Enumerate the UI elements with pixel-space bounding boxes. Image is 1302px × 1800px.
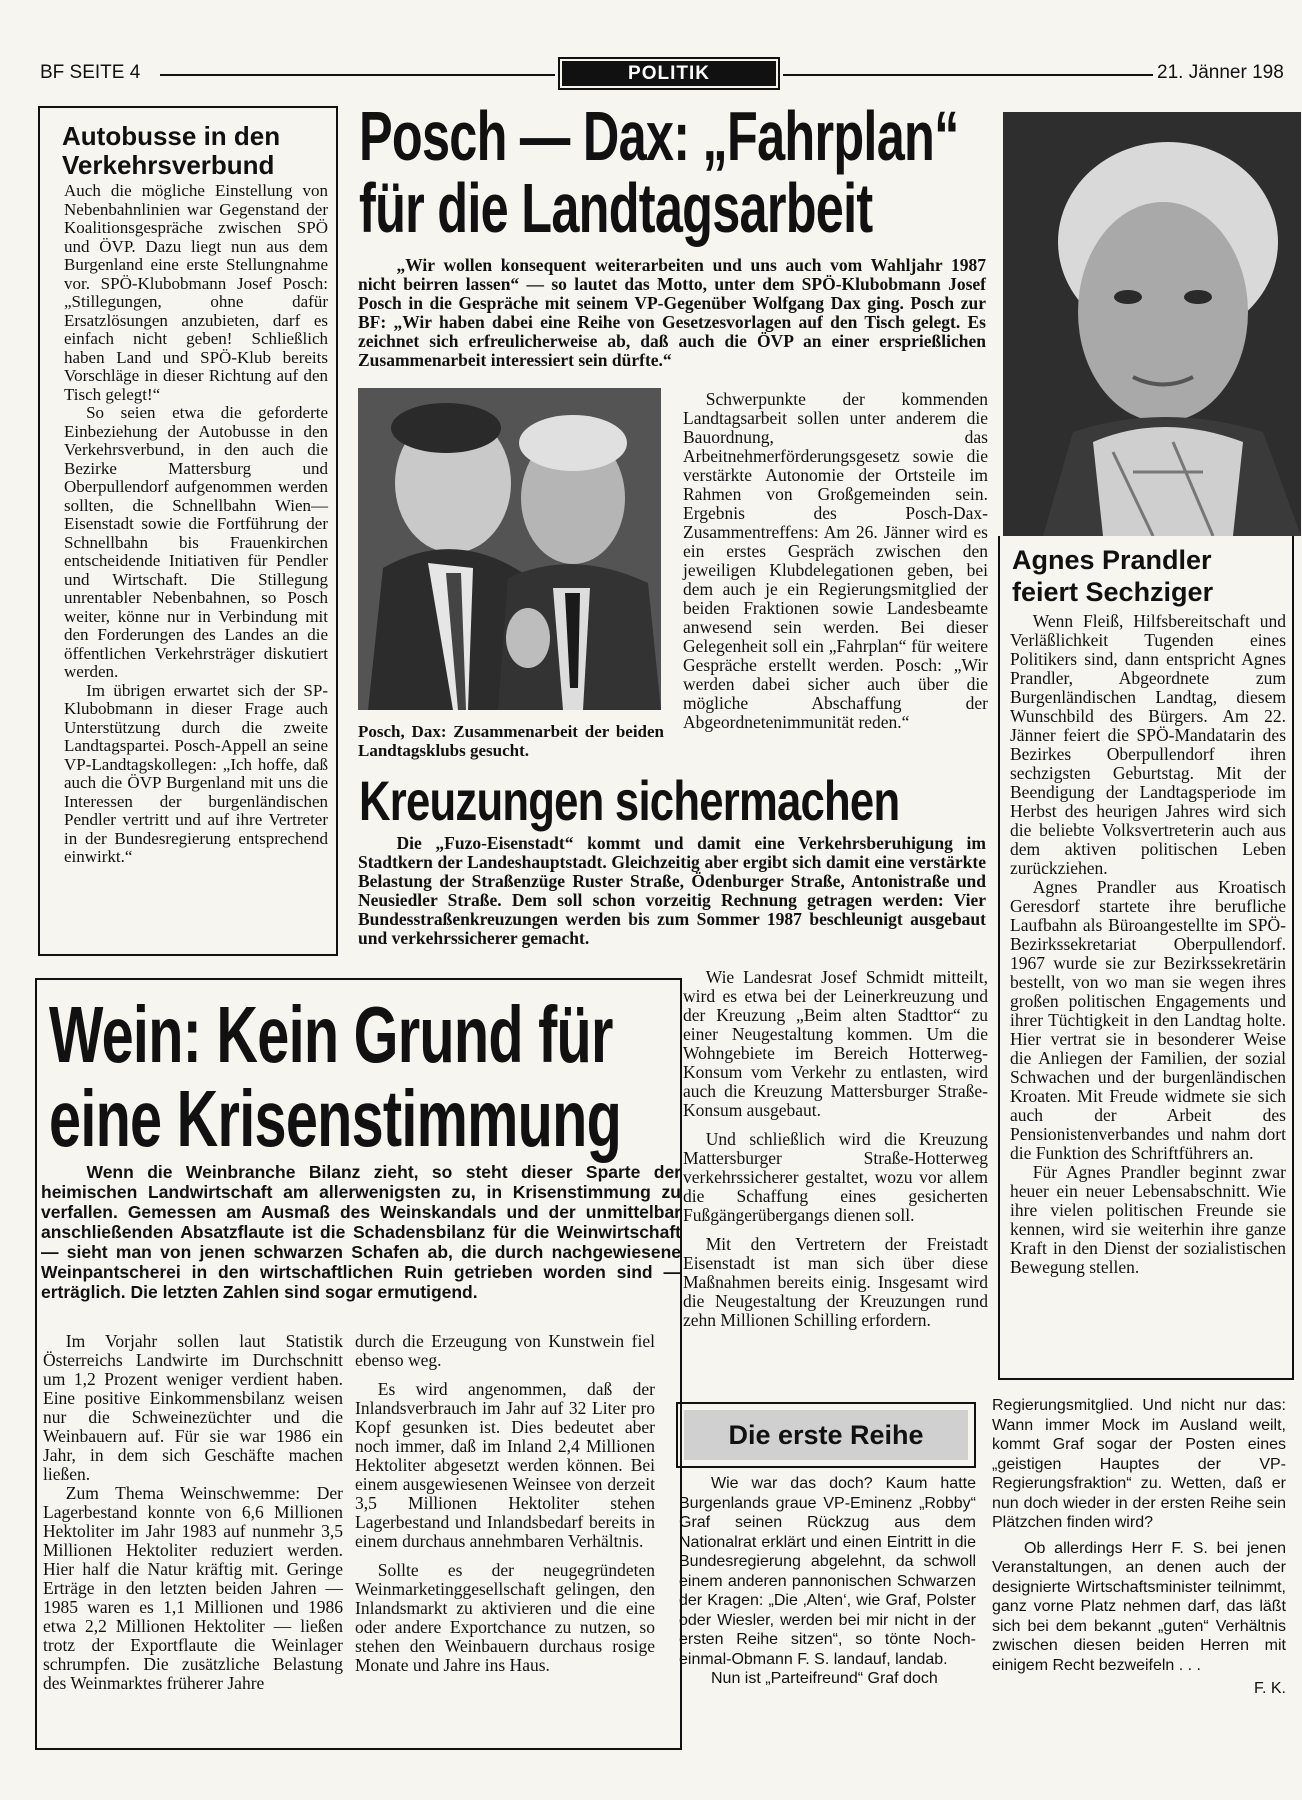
paragraph: Zum Thema Weinschwemme: Der Lagerbestand konnte von 6,6 Millionen Hektoliter im Jahr 1983 auf nunmehr 3,5 Millionen Hektoliter reduziert werden. Hier half die Natur kräftig mit. Geringe Erträge in den letzten beiden Jahren — 1985 waren es 1,1 Millionen und 1986 etwa 2,2 Millionen Hektoliter — ließen trotz der Exportflaute die Weinlager schrumpfen. Die zusätzliche Belastung des Weinmarktes früherer Jahre xyxy=(43,1483,343,1693)
paragraph: Für Agnes Prandler beginnt zwar heuer ein neuer Lebensabschnitt. Wie ihre vielen politischen Freunde sie kennen, wird sie weiterhin ihre ganze Kraft in den Dienst der sozialistischen Bewegung stellen. xyxy=(1010,1162,1286,1277)
article-agnes-prandler xyxy=(998,536,1294,1380)
paragraph: Sollte es der neugegründeten Weinmarketinggesellschaft gelingen, den Inlandsmarkt zu aktivieren und die eine oder andere Exportchance zu nutzen, so stehen den Weinbauern durchaus rosige Monate und Jahre ins Haus. xyxy=(355,1560,655,1675)
headline-line-1: Posch — Dax: „Fahrplan“ xyxy=(359,97,959,175)
page-number: BF SEITE 4 xyxy=(40,62,141,83)
signature: F. K. xyxy=(1253,1680,1286,1697)
paragraph: Schwerpunkte der kommenden Landtagsarbeit sollen unter anderem die Bauordnung, das Arbeitnehmerförderungsgesetz sowie die verstärkte Autonomie der Ortsteile im Rahmen von Großgemeinden sein. Ergebnis des Posch-Dax-Zusammentreffens: Am 26. Jänner wird es ein erstes Gespräch zwischen den jeweiligen Klubdelegationen geben, bei dem auch je ein Regierungsmitglied der beiden Fraktionen sowie Landesbeamte anwesend sein werden. Bei dieser Gelegenheit soll ein „Fahrplan“ für weitere Gespräche erstellt werden. Posch: „Wir werden dabei sicher auch über die mögliche Abschaffung der Abgeordnetenimmunität reden.“ xyxy=(683,389,988,732)
paragraph: Im übrigen erwartet sich der SP-Klubobmann in dieser Frage auch Unterstützung durch die zweite Landtagspartei. Posch-Appell an seine VP-Landtagskollegen: „Ich hoffe, daß auch die ÖVP Burgenland mit uns die Interessen der burgenländischen Pendler vertritt und auf ihre Vertreter in der Bundesregierung entsprechend einwirkt.“ xyxy=(64,680,328,866)
lead: Wenn die Weinbranche Bilanz zieht, so steht dieser Sparte der heimischen Landwirtschaft am allerwenigsten zu, in Krisenstimmung zu verfallen. Gemessen am Ausmaß des Weinskandals und der unmittelbar anschließenden Absatzflaute ist die Schadensbilanz für die Weinwirtschaft — sieht man von jenen schwarzen Schafen ab, die durch nachgewiesene Weinpantscherei in den wirtschaftlichen Ruin getrieben worden sind — erträglich. Die letzten Zahlen sind sogar ermutigend. xyxy=(41,1162,681,1302)
headline-line-2: eine Krisenstimmung xyxy=(49,1074,622,1163)
article-erste-reihe xyxy=(676,1390,1292,1760)
paragraph: Agnes Prandler aus Kroatisch Geresdorf startete ihre berufliche Laufbahn als Büroangestellte im SPÖ-Bezirkssekretariat Oberpullendorf. 1967 wurde sie zur Bezirkssekretärin bestellt, von wo man sie wegen ihres großen politischen Engagements und ihrer Tüchtigkeit in den Landtag holte. Hier vertrat sie in besonderer Weise die Anliegen der Familien, der sozial Schwachen und der burgenländischen Kroaten. Mit Freude widmete sie sich auch der Arbeit des Pensionistenverbandes und nahm dort die Funktion des Schriftführers an. xyxy=(1010,877,1286,1163)
article-body xyxy=(1010,612,1286,1277)
paragraph: Wenn Fleiß, Hilfsbereitschaft und Verläßlichkeit Tugenden eines Politikers sind, dann entspricht Agnes Prandler, Abgeordnete zum Burgenländischen Landtag, diesem Wunschbild des Bürgers. Am 22. Jänner feiert die SPÖ-Mandatarin des Bezirkes Oberpullendorf ihren sechzigsten Geburtstag. Mit der Beendigung der Landtagsperiode im Herbst des heurigen Jahres wird sich die beliebte Volksvertreterin auch aus dem aktiven politischen Leben zurückziehen. xyxy=(1010,611,1286,878)
article-column-2 xyxy=(355,1332,655,1675)
lead: Die „Fuzo-Eisenstadt“ kommt und damit eine Verkehrsberuhigung im Stadtkern der Landeshauptstadt. Gleichzeitig aber ergibt sich damit eine verstärkte Belastung der Straßenzüge Ruster Straße, Ödenburger Straße, Antonistraße und Neusiedler Straße. Dem soll schon vorzeitig Rechnung getragen werden: Vier Bundesstraßenkreuzungen werden bis zum Sommer 1987 beschleunigt ausgebaut und verkehrssicherer gemacht. xyxy=(358,833,986,948)
lead: „Wir wollen konsequent weiterarbeiten und uns auch vom Wahljahr 1987 nicht beirren lassen“ — so lautet das Motto, unter dem SPÖ-Klubobmann Josef Posch in die Gespräche mit seinem VP-Gegenüber Wolfgang Dax ging. Posch zur BF: „Wir haben dabei eine Reihe von Gesetzesvorlagen auf den Tisch gelegt. Es zeichnet sich erfreulicherweise ab, daß auch die ÖVP an einer ersprießlichen Zusammenarbeit interessiert sein dürfte.“ xyxy=(358,255,986,370)
paragraph: Nun ist „Parteifreund“ Graf doch xyxy=(711,1670,938,1687)
header-rule-right xyxy=(783,74,1153,76)
paragraph: Und schließlich wird die Kreuzung Mattersburger Straße-Hotterweg verkehrssicherer gestaltet, wozu vor allem die Schaffung eines gesicherten Fußgängerübergangs dienen soll. xyxy=(683,1129,988,1225)
paragraph: Wie Landesrat Josef Schmidt mitteilt, wird es etwa bei der Leinerkreuzung und der Kreuzung „Beim alten Stadttor“ zu einer Neugestaltung kommen. Um die Wohngebiete im Bereich Hotterweg-Konsum vom Verkehr zu entlasten, wird auch die Kreuzung Mattersburger Straße-Konsum ausgebaut. xyxy=(683,967,988,1120)
photo-caption: Posch, Dax: Zusammenarbeit der beiden Landtagsklubs gesucht. xyxy=(358,722,664,760)
paragraph: Im Vorjahr sollen laut Statistik Österreichs Landwirte im Durchschnitt um 1,2 Prozent weniger verdient haben. Eine positive Einkommensbilanz weisen nur die Schweinezüchter und die Weinbauern auf. Für sie war 1986 ein Jahr, in dem sich Geschäfte machen ließen. xyxy=(43,1331,343,1484)
headline: Kreuzungen sichermachen xyxy=(359,769,900,832)
photo-image xyxy=(358,388,661,710)
article-column-1 xyxy=(43,1332,343,1693)
section-label-text: POLITIK xyxy=(562,61,776,86)
page-header xyxy=(0,0,1302,95)
article-title: Autobusse in den Verkehrsverbund xyxy=(62,121,281,180)
paragraph: Regierungsmitglied. Und nicht nur das: Wann immer Mock im Ausland weilt, kommt Graf sogar der Posten eines „geistigen Hauptes der VP-Regierungsfraktion“ zu. Wetten, daß er nun doch wieder in der ersten Reihe sein Plätzchen finden wird? xyxy=(992,1397,1286,1531)
headline-line-1: Wein: Kein Grund für xyxy=(49,990,613,1079)
headline-line-2: für die Landtagsarbeit xyxy=(359,169,873,247)
paragraph: So seien etwa die geforderte Einbeziehung der Autobusse in den Verkehrsverbund, in den auch die Bezirke Mattersburg und Oberpullendorf aufgenommen werden sollten, die Schnellbahn Wien—Eisenstadt sowie die Fortführung der Schnellbahn bis Frauenkirchen entscheidende Initiativen für Pendler und Wirtschaft. Die Stillegung unrentabler Nebenbahnen, so Posch weiter, könne nur in Verbindung mit den Forderungen des Landes an die öffentlichen Verkehrsträger diskutiert werden. xyxy=(64,403,328,681)
photo-posch-dax xyxy=(358,388,661,710)
photo-agnes-prandler xyxy=(1003,112,1301,536)
column-title-box xyxy=(676,1402,976,1468)
portrait-image xyxy=(1003,112,1301,536)
paragraph: Ob allerdings Herr F. S. bei jenen Veranstaltungen, an denen auch der designierte Wirtschaftsminister teilnimmt, ganz vorne Platz nehmen darf, das läßt sich bei dem bekannt „guten“ Verhältnis zwischen diesen beiden Herren mit einigem Recht bezweifeln . . . xyxy=(992,1539,1286,1674)
issue-date: 21. Jänner 198 xyxy=(1157,62,1284,83)
column-title: Die erste Reihe xyxy=(684,1410,968,1460)
paragraph: Es wird angenommen, daß der Inlandsverbrauch im Jahr auf 32 Liter pro Kopf gesunken ist. Dies bedeutet aber noch immer, daß im Inland 2,4 Millionen Hektoliter abgesetzt werden können. Bei einem ausgewiesenen Weinsee von derzeit 3,5 Millionen Hektoliter stehen Lagerbestand und Inlandsbedarf bereits in einem durchaus annehmbaren Verhältnis. xyxy=(355,1379,655,1551)
headline xyxy=(49,992,679,1162)
article-body xyxy=(683,968,988,1330)
headline xyxy=(355,98,995,248)
column-body-2 xyxy=(992,1396,1286,1699)
paragraph: durch die Erzeugung von Kunstwein fiel ebenso weg. xyxy=(355,1331,655,1370)
article-body xyxy=(64,182,328,867)
article-body xyxy=(683,390,988,732)
column-body-1 xyxy=(679,1474,976,1689)
paragraph: Wie war das doch? Kaum hatte Burgenlands graue VP-Eminenz „Robby“ Graf seinen Rückzug aus dem Nationalrat erklärt und einen Eintritt in die Bundesregierung abgelehnt, da schwoll einem anderen pannonischen Schwarzen der Kragen: „Die ‚Alten‘, wie Graf, Polster oder Wiesler, werden bei mir nicht in der ersten Reihe sitzen“, so tönte Noch-einmal-Obmann F. S. landauf, landab. xyxy=(679,1475,976,1668)
section-label xyxy=(558,57,780,90)
header-rule-left xyxy=(160,74,555,76)
article-posch-dax xyxy=(355,98,990,768)
paragraph: Auch die mögliche Einstellung von Nebenbahnlinien war Gegenstand der Koalitionsgespräche zwischen SPÖ und ÖVP. Dazu liegt nun aus dem Burgenland eine erste Stellungnahme vor. SPÖ-Klubobmann Josef Posch: „Stillegungen, ohne dafür Ersatzlösungen anzubieten, darf es einfach nicht geben! Schließlich haben Land und SPÖ-Klub bereits Vorschläge in dieser Richtung auf den Tisch gelegt!“ xyxy=(64,181,328,404)
article-autobusse xyxy=(38,106,338,956)
article-title: Agnes Prandler feiert Sechziger xyxy=(1012,545,1214,607)
article-wein xyxy=(35,978,682,1750)
paragraph: Mit den Vertretern der Freistadt Eisenstadt ist man sich über diese Maßnahmen bereits einig. Insgesamt wird die Neugestaltung der Kreuzungen rund zehn Millionen Schilling erfordern. xyxy=(683,1234,988,1330)
